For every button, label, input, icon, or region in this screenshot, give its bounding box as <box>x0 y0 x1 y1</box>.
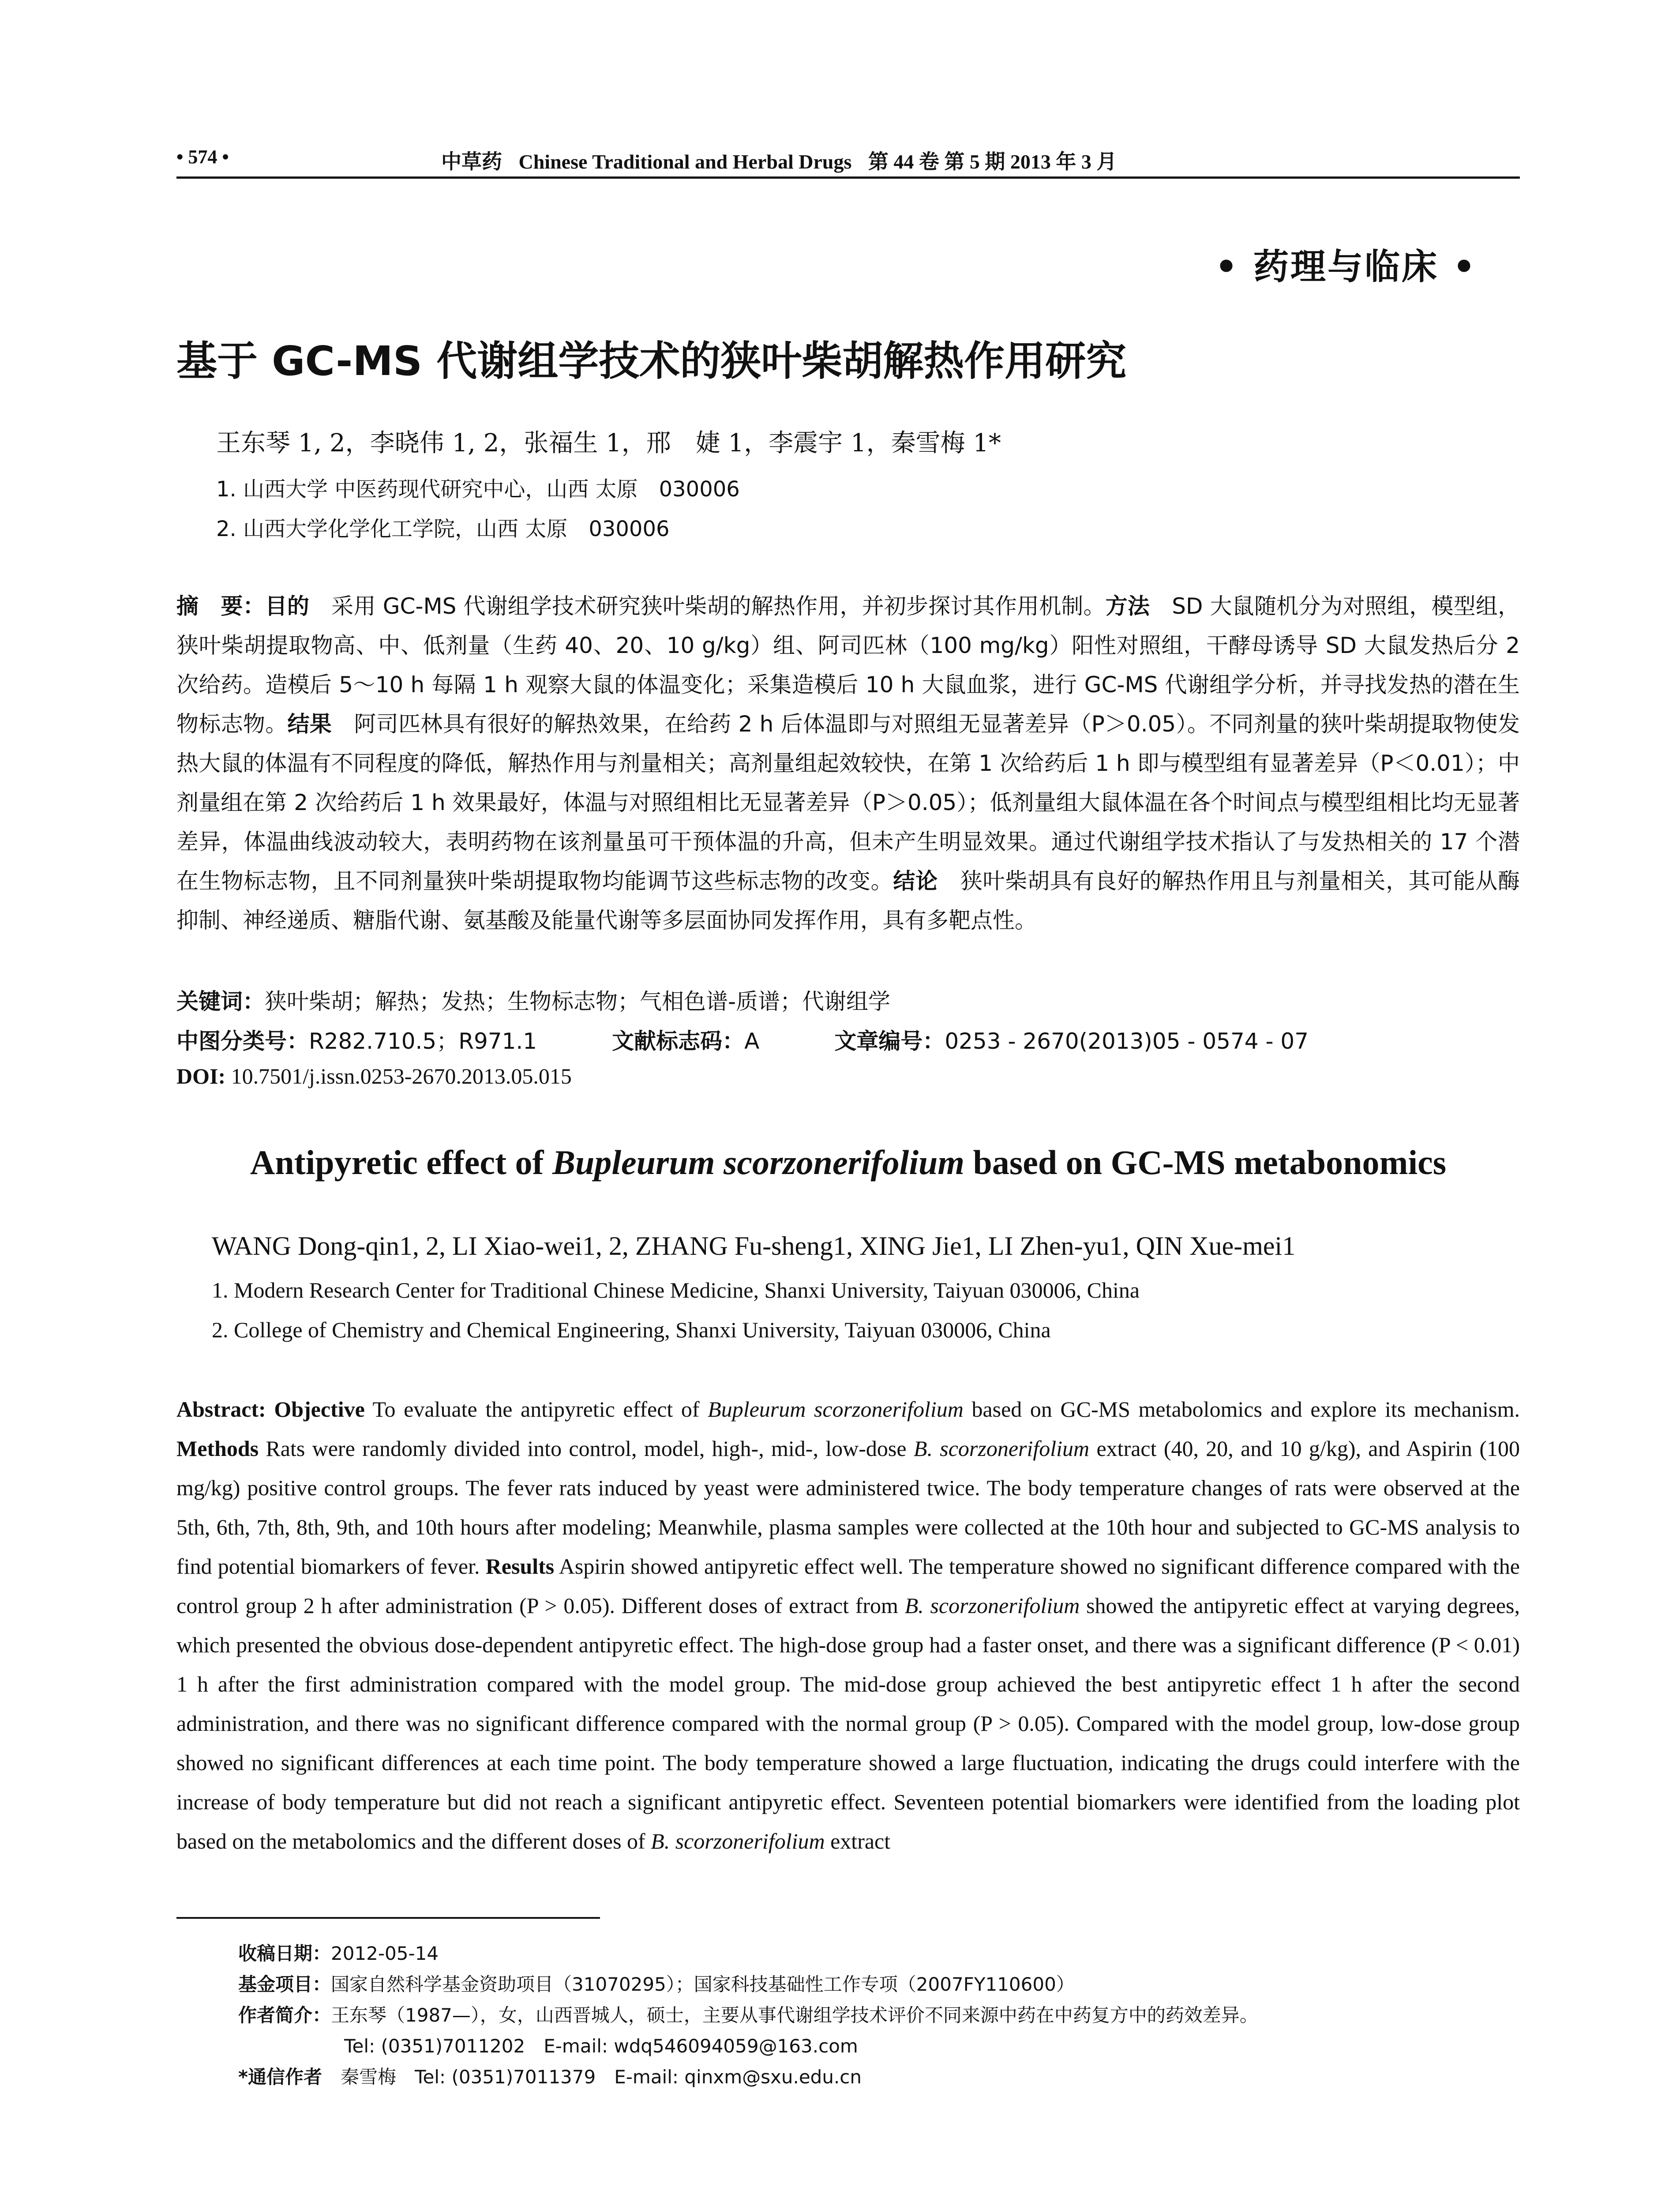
doi-line <box>176 1063 572 1089</box>
received-date: 2012-05-14 <box>331 1943 439 1964</box>
results-text: extract <box>825 1829 891 1853</box>
methods-text: Rats were randomly divided into control, model, high-, mid-, low-dose <box>259 1436 914 1461</box>
conclusion-label: 结论 <box>893 868 938 894</box>
bio-label: 作者简介： <box>238 2004 331 2026</box>
results-label: 结果 <box>287 711 332 737</box>
results-label: Results <box>485 1554 555 1579</box>
english-title-species: Bupleurum scorzonerifolium <box>552 1143 965 1182</box>
doccode-value: A <box>744 1028 760 1054</box>
results-text: 阿司匹林具有很好的解热效果，在给药 2 h 后体温即与对照组无显著差异（P＞0.05）。不同剂量的狭叶柴胡提取物使发热大鼠的体温有不同程度的降低，解热作用与剂量相关；高剂量组起效较快，在第 1 次给药后 1 h 即与模型组有显著差异（P＜0.01）；中剂量组在第 2 次给药后 1 h 效果最好，体温与对照组相比无显著差异（P＞0.05）；低剂量组大鼠体温在各个时间点与模型组相比均无显著差异，体温曲线波动较大，表明药物在该剂量虽可干预体温的升高，但未产生明显效果。通过代谢组学技术指认了与发热相关的 17 个潜在生物标志物，且不同剂量狭叶柴胡提取物均能调节这些标志物的改变。 <box>176 711 1520 894</box>
corresponding-label: *通信作者 <box>238 2066 322 2088</box>
page-number: • 574 • <box>176 146 229 168</box>
journal-name-en: Chinese Traditional and Herbal Drugs <box>518 150 852 173</box>
english-abstract <box>176 1390 1520 1861</box>
chinese-abstract <box>176 587 1520 940</box>
footnote-corresponding <box>238 2063 862 2089</box>
footnote-bio <box>238 2001 1258 2027</box>
abstract-label: 摘 要： <box>176 593 265 619</box>
journal-issue: 第 44 卷 第 5 期 2013 年 3 月 <box>868 150 1117 173</box>
journal-name-cn: 中草药 <box>441 150 502 173</box>
methods-label: 方法 <box>1105 593 1150 619</box>
classification-line <box>176 1024 1520 1055</box>
species-name: B. scorzonerifolium <box>904 1593 1080 1618</box>
fund-text: 国家自然科学基金资助项目（31070295）；国家科技基础性工作专项（2007FY110600） <box>331 1973 1075 1995</box>
chinese-authors: 王东琴 1, 2，李晓伟 1, 2，张福生 1，邢 婕 1，李震宇 1，秦雪梅 1* <box>216 429 1001 458</box>
methods-text: extract (40, 20, and 10 g/kg), and Aspirin (100 mg/kg) positive control groups. The fever rats induced by yeast were administered twice. The body temperature changes of rats were observed at the 5th, 6th, 7th, 8th, 9th, and 10th hours after modeling; Meanwhile, plasma samples were collected at the 10th hour and subjected to GC-MS analysis to find potential biomarkers of fever. <box>176 1436 1520 1579</box>
received-label: 收稿日期： <box>238 1943 331 1964</box>
species-name: Bupleurum scorzonerifolium <box>708 1397 964 1422</box>
objective-text: 采用 GC-MS 代谢组学技术研究狭叶柴胡的解热作用，并初步探讨其作用机制。 <box>309 593 1106 619</box>
objective-label: 目的 <box>265 593 310 619</box>
english-affiliation-2: 2. College of Chemistry and Chemical Engineering, Shanxi University, Taiyuan 030006, China <box>212 1317 1051 1342</box>
clc-value: R282.710.5；R971.1 <box>309 1028 537 1054</box>
keywords-label: 关键词： <box>176 989 265 1014</box>
article-number-label: 文章编号： <box>834 1028 945 1054</box>
species-name: B. scorzonerifolium <box>913 1436 1090 1461</box>
species-name: B. scorzonerifolium <box>651 1829 825 1853</box>
chinese-affiliation-2: 2. 山西大学化学化工学院，山西 太原 030006 <box>216 517 670 541</box>
keywords: 狭叶柴胡；解热；发热；生物标志物；气相色谱-质谱；代谢组学 <box>265 989 891 1014</box>
doi-value: 10.7501/j.issn.0253-2670.2013.05.015 <box>225 1064 572 1088</box>
keywords-line <box>176 984 890 1016</box>
objective-text: To evaluate the antipyretic effect of <box>364 1397 708 1422</box>
footnote-bio-contact: Tel: (0351)7011202 E-mail: wdq546094059@163.com <box>344 2035 858 2057</box>
doccode-label: 文献标志码： <box>612 1028 745 1054</box>
english-title <box>176 1143 1520 1182</box>
bio-text: 王东琴（1987—），女，山西晋城人，硕士，主要从事代谢组学技术评价不同来源中药在中药复方中的药效差异。 <box>331 2004 1258 2026</box>
footnote-fund <box>238 1970 1075 1996</box>
english-authors: WANG Dong-qin1, 2, LI Xiao-wei1, 2, ZHANG Fu-sheng1, XING Jie1, LI Zhen-yu1, QIN Xue-mei1 <box>212 1231 1296 1261</box>
objective-text: based on GC-MS metabolomics and explore its mechanism. <box>963 1397 1520 1422</box>
results-text: Aspirin showed antipyretic effect well. The temperature showed no significant difference compared with the control group 2 h after administration (P > 0.05). Different doses of extract from <box>176 1554 1520 1618</box>
section-label: • 药理与临床 • <box>1215 246 1477 287</box>
article-number: 0253 - 2670(2013)05 - 0574 - 07 <box>945 1028 1309 1054</box>
fund-label: 基金项目： <box>238 1973 331 1995</box>
footnote-rule <box>176 1917 600 1919</box>
results-text: showed the antipyretic effect at varying degrees, which presented the obvious dose-dependent antipyretic effect. The high-dose group had a faster onset, and there was a significant difference (P < 0.01) 1 h after the first administration compared with the model group. The mid-dose group achieved the best antipyretic effect 1 h after the second administration, and there was no significant difference compared with the normal group (P > 0.05). Compared with the model group, low-dose group showed no significant differences at each time point. The body temperature showed a large fluctuation, indicating the drugs could interfere with the increase of body temperature but did not reach a significant antipyretic effect. Seventeen potential biomarkers were identified from the loading plot based on the metabolomics and the different doses of <box>176 1593 1520 1853</box>
footnote-received <box>238 1939 439 1966</box>
english-affiliation-1: 1. Modern Research Center for Traditional Chinese Medicine, Shanxi University, Taiyuan 030006, China <box>212 1278 1140 1302</box>
methods-text: SD 大鼠随机分为对照组，模型组，狭叶柴胡提取物高、中、低剂量（生药 40、20、10 g/kg）组、阿司匹林（100 mg/kg）阳性对照组，干酵母诱导 SD 大鼠发热后分 2 次给药。造模后 5～10 h 每隔 1 h 观察大鼠的体温变化；采集造模后 10 h 大鼠血浆，进行 GC-MS 代谢组学分析，并寻找发热的潜在生物标志物。 <box>176 593 1520 737</box>
english-title-part: Antipyretic effect of <box>250 1143 552 1182</box>
clc-label: 中图分类号： <box>176 1028 309 1054</box>
chinese-title: 基于 GC-MS 代谢组学技术的狭叶柴胡解热作用研究 <box>176 338 1127 385</box>
doi-label: DOI: <box>176 1064 226 1088</box>
english-title-part: based on GC-MS metabonomics <box>964 1143 1447 1182</box>
methods-label: Methods <box>176 1436 259 1461</box>
chinese-affiliation-1: 1. 山西大学 中医药现代研究中心，山西 太原 030006 <box>216 477 740 502</box>
abstract-objective-label: Abstract: Objective <box>176 1397 365 1422</box>
journal-header <box>441 146 1117 175</box>
corresponding-text: 秦雪梅 Tel: (0351)7011379 E-mail: qinxm@sxu.edu.cn <box>322 2066 862 2088</box>
conclusion-text: 狭叶柴胡具有良好的解热作用且与剂量相关，其可能从酶抑制、神经递质、糖脂代谢、氨基酸及能量代谢等多层面协同发挥作用，具有多靶点性。 <box>176 868 1520 933</box>
header-rule <box>176 176 1520 179</box>
